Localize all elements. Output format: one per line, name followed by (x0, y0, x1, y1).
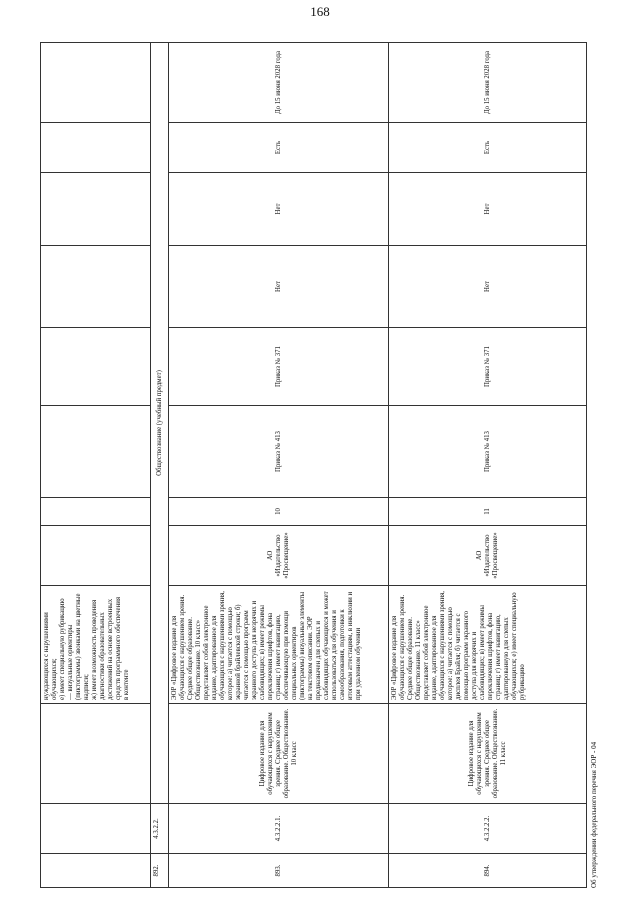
row-deadline: До 15 июня 2028 года (169, 43, 389, 123)
row-flag-1: Нет (169, 246, 389, 328)
row-order-1: Приказ № 413 (169, 406, 389, 498)
section-subject: Обществознание (учебный предмет) (151, 43, 169, 804)
row-publisher: АО «Издательство «Просвещение» (389, 526, 587, 586)
eor-table (40, 42, 587, 888)
row-description: ЭОР «Цифровое издание для обучающихся с нарушением зрения. Среднее общее образование. Обществознание. 11 класс» представляет собой электронное издание, адаптированное для обучающихся с нарушениями зрения, которое: а) читается с помощью дисплея Брайля; б) читается с помощью программ экранного доступа для незрячих и слабовидящих; в) имеет режимы переключения шрифтов, фона страниц; г) имеет навигацию, адаптированную для слепых обучающихся; е) имеет специальную рубрикацию (389, 586, 587, 704)
row-order-1: Приказ № 413 (389, 406, 587, 498)
row-grade: 11 (389, 498, 587, 526)
row-publisher: АО «Издательство «Просвещение» (169, 526, 389, 586)
row-flag-2: Нет (389, 173, 587, 246)
section-number: 892. (151, 854, 169, 888)
row-grade: 10 (169, 498, 389, 526)
row-number: 894. (389, 854, 587, 888)
row-number: 893. (169, 854, 389, 888)
row-order-2: Приказ № 371 (389, 328, 587, 406)
table-row (389, 43, 587, 888)
section-code: 4.3.2.2. (151, 804, 169, 854)
page-footer: Об утверждении федерального перечня ЭОР - 04 (590, 741, 598, 888)
row-flag-1: Нет (389, 246, 587, 328)
row-flag-3: Есть (169, 123, 389, 173)
row-name: Цифровое издание для обучающихся с нарушением зрения. Среднее общее образование. Обществознание. 10 класс (169, 704, 389, 804)
continuation-row (41, 43, 151, 888)
rotated-table-block (40, 43, 598, 888)
row-name: Цифровое издание для обучающихся с нарушением зрения. Среднее общее образование. Обществознание. 11 класс (389, 704, 587, 804)
row-deadline: До 15 июня 2028 года (389, 43, 587, 123)
table-row (169, 43, 389, 888)
continuation-text: нуждающихся с нарушениями обучающихся; е) имеет специальную рубрикацию — визуальные ориентиры (пиктограммы) звонками на цветные надписи; ж) имеет возможность проведения диагностики образовательных достижений на основе встроенных средств программного обеспечения в контенте (41, 586, 151, 704)
row-code: 4.3.2.2.2. (389, 804, 587, 854)
page-number: 168 (310, 4, 330, 19)
row-description: ЭОР «Цифровое издание для обучающихся с нарушением зрения. Среднее общее образование. Обществознание. 10 класс» представляет собой электронное издание, адаптированное для обучающихся с нарушениями зрения, которое: а) читается с помощью экранной брайлевской строки; б) читается с помощью программ экранного доступа для незрячих и слабовидящих; в) имеет режимы переключения шрифтов, фона страниц; г) имеет навигацию, обеспечивающую при помощи специальных ориентиров (пиктограммы) визуальные элементы на текстовом описании. ЭОР предназначен для слепых и слабовидящих обучающихся и может использоваться для обучения и самообразования, подготовки к итоговым аттестациям, в инклюзии и при удаленном обучении (169, 586, 389, 704)
section-row (151, 43, 169, 888)
row-flag-3: Есть (389, 123, 587, 173)
row-code: 4.3.2.2.1. (169, 804, 389, 854)
row-flag-2: Нет (169, 173, 389, 246)
row-order-2: Приказ № 371 (169, 328, 389, 406)
